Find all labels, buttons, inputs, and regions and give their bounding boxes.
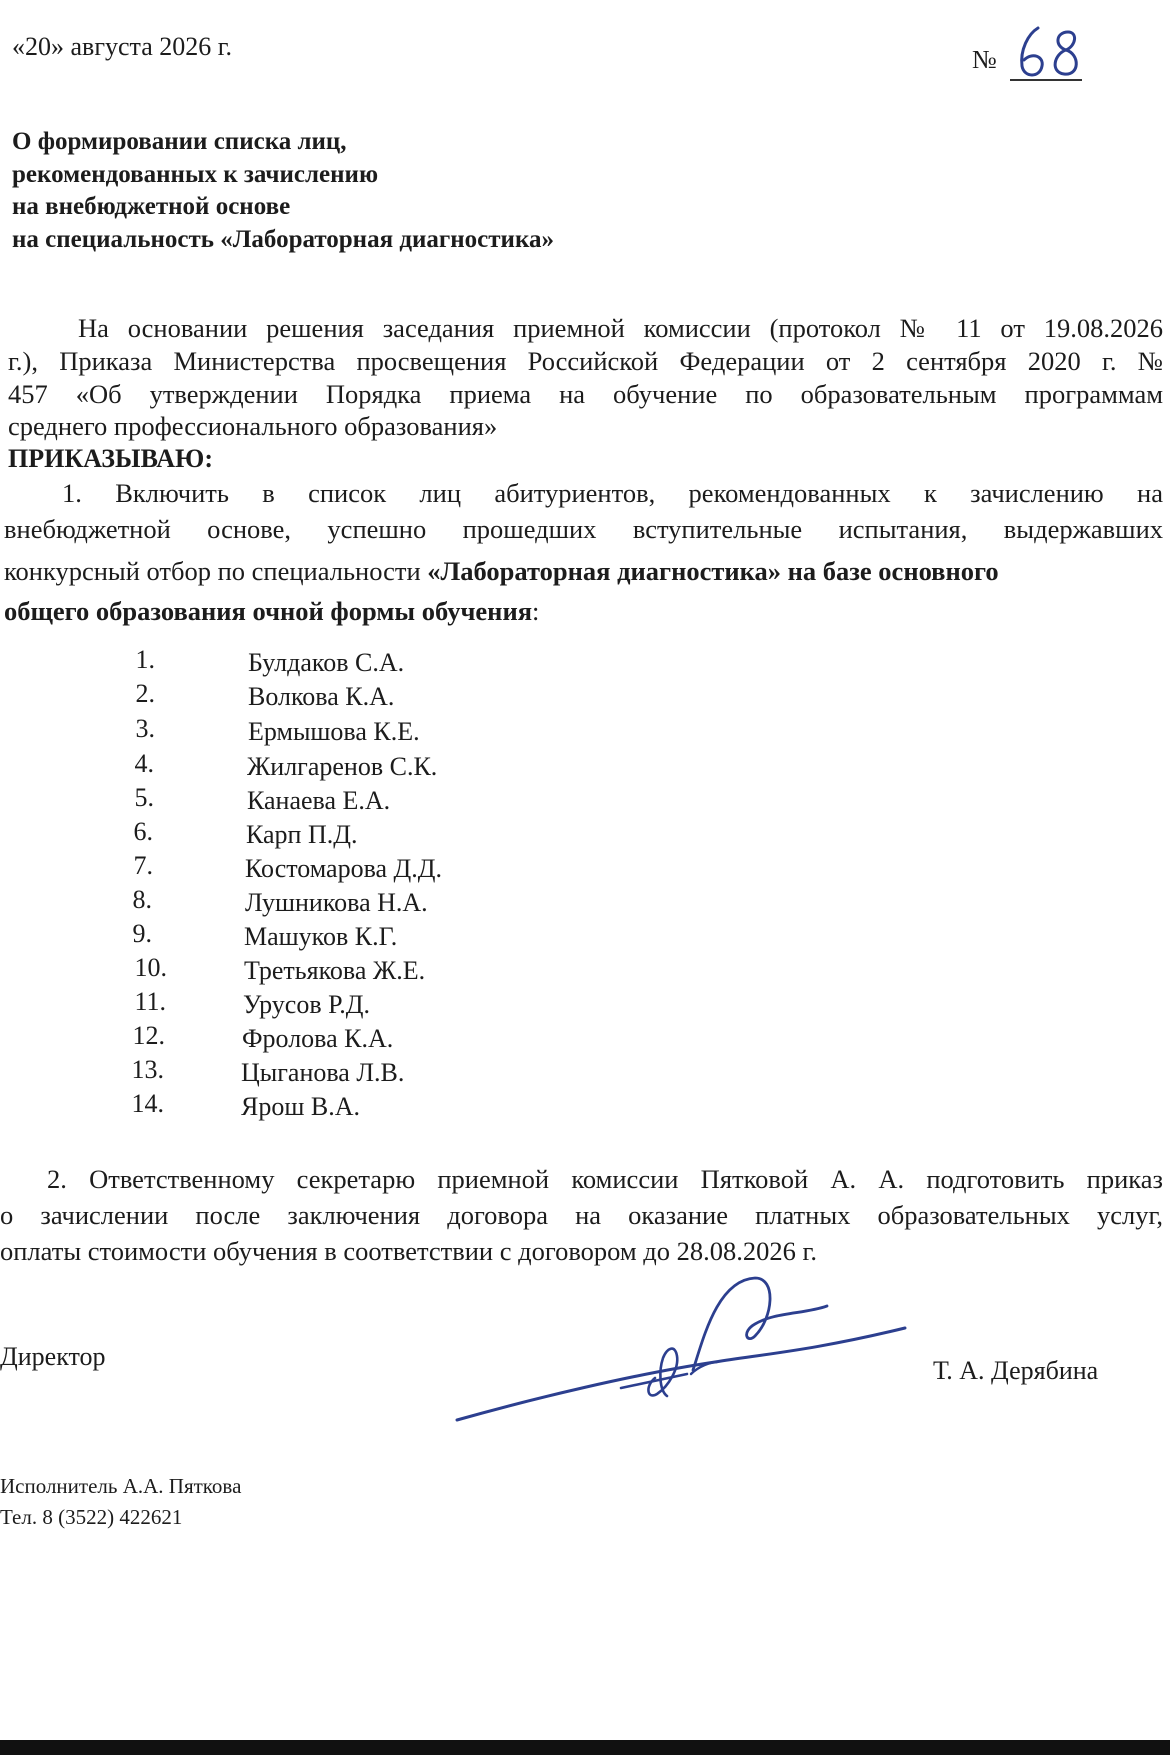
list-item-number: 14. bbox=[131, 1089, 164, 1118]
list-item-name: Канаева Е.А. bbox=[247, 786, 391, 815]
list-item-name: Жилгаренов С.К. bbox=[247, 752, 438, 781]
list-item-name: Машуков К.Г. bbox=[244, 922, 398, 951]
item1-line-3-plain: конкурсный отбор по специальности bbox=[4, 556, 428, 586]
list-item-number: 3. bbox=[135, 714, 155, 743]
list-item-number: 10. bbox=[134, 953, 167, 982]
list-item-name: Урусов Р.Д. bbox=[243, 990, 371, 1019]
list-item-name: Волкова К.А. bbox=[248, 682, 395, 711]
list-item-number: 1. bbox=[135, 645, 155, 674]
order-number-label: № bbox=[972, 45, 997, 74]
handwritten-signature bbox=[455, 1270, 915, 1430]
item1-line-2: внебюджетной основе, успешно прошедших вступительные испытания, выдержавших bbox=[4, 514, 1163, 544]
list-item-number: 2. bbox=[135, 679, 155, 708]
list-item-number: 4. bbox=[134, 749, 154, 778]
scan-bottom-edge bbox=[0, 1740, 1170, 1755]
title-line-3: на внебюджетной основе bbox=[12, 193, 291, 220]
list-item-number: 12. bbox=[132, 1021, 165, 1050]
item2-line-3: оплаты стоимости обучения в соответствии с договором до 28.08.2026 г. bbox=[0, 1236, 818, 1266]
signatory-position: Директор bbox=[0, 1342, 106, 1371]
basis-line-1: На основании решения заседания приемной комиссии (протокол № 11 от 19.08.2026 bbox=[78, 313, 1163, 343]
title-line-2: рекомендованных к зачислению bbox=[12, 161, 379, 188]
basis-line-3: 457 «Об утверждении Порядка приема на обучение по образовательным программам bbox=[8, 379, 1163, 409]
list-item-name: Фролова К.А. bbox=[242, 1024, 394, 1053]
list-item-name: Карп П.Д. bbox=[246, 820, 358, 849]
list-item-number: 11. bbox=[134, 987, 166, 1016]
title-line-4: на специальность «Лабораторная диагностика» bbox=[12, 226, 554, 253]
item1-line-3 bbox=[4, 556, 999, 586]
list-item-number: 7. bbox=[133, 851, 153, 880]
item1-line-1: 1. Включить в список лиц абитуриентов, рекомендованных к зачислению на bbox=[62, 478, 1163, 508]
list-item-name: Лушникова Н.А. bbox=[245, 888, 428, 917]
order-date: «20» августа 2026 г. bbox=[12, 32, 232, 61]
list-item-number: 5. bbox=[134, 783, 154, 812]
list-item-name: Булдаков С.А. bbox=[248, 648, 405, 677]
list-item-name: Костомарова Д.Д. bbox=[245, 854, 443, 883]
list-item-number: 8. bbox=[132, 885, 152, 914]
list-item-name: Ярош В.А. bbox=[241, 1092, 360, 1121]
list-item-name: Цыганова Л.В. bbox=[241, 1058, 405, 1087]
order-word: ПРИКАЗЫВАЮ: bbox=[8, 444, 213, 473]
list-item-name: Ермышова К.Е. bbox=[248, 717, 420, 746]
item1-line-4 bbox=[4, 596, 539, 626]
executor-name: Исполнитель А.А. Пяткова bbox=[0, 1474, 242, 1498]
item1-line-3-bold: «Лабораторная диагностика» на базе основного bbox=[427, 556, 999, 586]
item2-line-2: о зачислении после заключения договора на оказание платных образовательных услуг, bbox=[0, 1200, 1163, 1230]
item1-line-4-bold: общего образования очной формы обучения bbox=[4, 596, 533, 626]
executor-phone: Тел. 8 (3522) 422621 bbox=[0, 1505, 183, 1529]
list-item-name: Третьякова Ж.Е. bbox=[244, 956, 426, 985]
basis-line-2: г.), Приказа Министерства просвещения Российской Федерации от 2 сентября 2020 г. № bbox=[8, 346, 1163, 376]
item2-line-1: 2. Ответственному секретарю приемной комиссии Пятковой А. А. подготовить приказ bbox=[47, 1164, 1163, 1194]
order-number-underline bbox=[1010, 79, 1082, 81]
list-item-number: 6. bbox=[133, 817, 153, 846]
signatory-name: Т. А. Дерябина bbox=[933, 1356, 1099, 1385]
basis-line-4: среднего профессионального образования» bbox=[8, 411, 498, 441]
order-number-handwritten bbox=[1010, 20, 1090, 82]
list-item-number: 9. bbox=[132, 919, 152, 948]
title-line-1: О формировании списка лиц, bbox=[12, 128, 347, 155]
list-item-number: 13. bbox=[131, 1055, 164, 1084]
item1-line-4-end: : bbox=[532, 596, 540, 626]
